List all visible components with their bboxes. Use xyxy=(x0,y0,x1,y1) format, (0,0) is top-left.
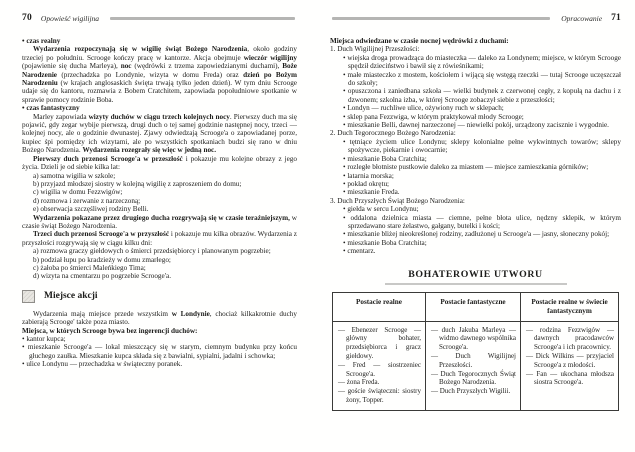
paragraph xyxy=(22,45,297,104)
bullet-list-item xyxy=(330,54,621,71)
bullet-list-item xyxy=(330,180,621,188)
alpha-list-item xyxy=(22,197,297,205)
text-segment: Wydarzenia pokazane przez drugiego ducha rozgrywają się w czasie teraźniejszym, xyxy=(33,213,290,222)
bullet-list-item xyxy=(330,230,621,238)
bullet-list-item xyxy=(22,335,297,343)
text-segment: • mieszkanie Scrooge'a — lokal mieszczący się w starym, ciemnym budynku przy końcu głuchego zaułka. Mieszkanie kupca składa się z bawialni, sypialni, jadalni i schowka; xyxy=(22,343,297,360)
numbered-line xyxy=(330,197,621,205)
text-segment: • Londyn — ruchliwe ulice, ożywiony ruch w sklepach; xyxy=(343,104,504,113)
left-page-number: 70 xyxy=(22,13,32,23)
alpha-list-item xyxy=(22,172,297,180)
text-segment: • czas realny xyxy=(22,37,61,45)
alpha-list-item xyxy=(22,256,297,264)
text-segment: Miejsca odwiedzane w czasie nocnej wędrówki z duchami: xyxy=(330,37,509,45)
paragraph xyxy=(22,310,297,327)
text-segment: • mieszkanie Boba Cratchita; xyxy=(343,238,427,247)
left-running-title: Opowieść wigilijna xyxy=(40,13,100,23)
text-segment: a) samotna wigilia w szkole; xyxy=(33,171,116,180)
bullet-list-item xyxy=(22,360,297,368)
text-segment: Wydarzenia mają miejsce przede wszystkim xyxy=(33,309,172,318)
bullet-list-item xyxy=(330,163,621,171)
characters-table-cell xyxy=(521,321,619,410)
text-segment: c) wigilia w domu Fezzwigów; xyxy=(33,188,123,197)
character-entry: — goście świąteczni: siostry żony, Topper. xyxy=(338,387,421,404)
right-page-body xyxy=(330,37,621,256)
text-segment: noc xyxy=(120,62,132,71)
bullet-list-item xyxy=(330,205,621,213)
character-entry: — Duch Wigilijnej Przeszłości. xyxy=(431,351,516,369)
text-segment: (wędrówki z trzema zapowiedzianymi duchami), xyxy=(131,62,283,71)
bullet-list-item xyxy=(330,71,621,88)
text-segment: (przechadzka po Londynie, wizyta w domu Freda) oraz xyxy=(57,70,244,79)
text-segment: • tętniące życiem ulice Londynu; sklepy kolonialne pełne wykwintnych towarów; sklepy spożywcze, piekarnie i owocarnie; xyxy=(343,137,621,155)
text-segment: • opuszczona i zaniedbana szkoła — wielki budynek z czerwonej cegły, z kopułą na dachu i z dzwonem; szkolna izba, w której Scrooge zobaczył siebie z przeszłości; xyxy=(343,87,621,104)
character-entry: — żona Freda. xyxy=(338,378,380,387)
numbered-line xyxy=(330,129,621,137)
text-segment: d) rozmowa i zerwanie z narzeczoną; xyxy=(33,196,141,205)
header-rule xyxy=(110,17,295,20)
column-header-postacie-realne-w-swiecie: Postacie realne w świecie fantastycznym xyxy=(521,292,619,321)
text-segment: • mieszkanie Boba Cratchita; xyxy=(343,154,427,163)
character-entry: — Dick Wilkins — przyjaciel Scrooge'a z młodości. xyxy=(526,351,614,369)
paragraph xyxy=(22,230,297,247)
text-segment: • mieszkanie bliżej nieokreślonej rodziny, zadłużonej u Scrooge'a — jasny, słoneczny pokój; xyxy=(343,230,610,239)
character-entry: — Fan — ukochana młodsza siostra Scrooge'a. xyxy=(526,369,614,387)
section-marker-icon xyxy=(22,290,35,303)
text-segment: • oddalona dzielnica miasta — ciemne, pełne błota ulice, nędzny sklepik, w którym sprzedawano stare żelastwo, gałgany, butelki i kości; xyxy=(343,213,621,230)
text-segment: • wiejska droga prowadząca do miasteczka — daleko za Londynem; miejsce, w którym Scrooge spędził dzieciństwo i bawił się z rówieśnikami; xyxy=(343,53,621,71)
text-segment: 2. Duch Tegorocznego Bożego Narodzenia: xyxy=(330,129,456,138)
text-segment: w czasie świąt Bożego Narodzenia. xyxy=(22,213,297,230)
character-entry: — Duch Przyszłych Wigilii. xyxy=(431,387,511,396)
character-entry: — rodzina Fezzwigów — dawnych pracodawców Scrooge'a i ich pracownicy. xyxy=(526,325,614,352)
text-segment: dzień po Bożym Narodzeniu xyxy=(22,70,298,88)
paragraph xyxy=(22,155,297,172)
character-entry: — Ebenezer Scrooge — główny bohater, przedsiębiorca i gracz giełdowy. xyxy=(338,325,421,360)
bullet-list-item xyxy=(330,247,621,255)
text-segment: • sklep pana Fezzwiga, w którym praktykował młody Scrooge; xyxy=(343,112,524,121)
text-segment: • mieszkanie Freda. xyxy=(343,188,400,197)
text-segment: Wydarzenia rozegrały się więc w jedną noc. xyxy=(82,146,217,155)
text-segment: • cmentarz. xyxy=(343,247,376,256)
characters-table-cell xyxy=(333,321,426,410)
text-segment: d) wizyta na cmentarzu po pogrzebie Scrooge'a. xyxy=(33,272,171,281)
text-segment: Wydarzenia rozpoczynają się w wigilię świąt Bożego Narodzenia xyxy=(33,45,248,54)
right-running-header xyxy=(330,13,621,23)
text-segment: , około godziny trzeciej po południu. Scrooge kończy pracę w kantorze. Akcja obejmuje xyxy=(22,45,297,62)
text-segment: Marley zapowiada xyxy=(33,112,89,121)
bullet-list-item xyxy=(330,113,621,121)
numbered-line xyxy=(330,45,621,53)
text-segment: • czas fantastyczny xyxy=(22,104,80,113)
text-segment: (w krajach anglosaskich święta trwają tylko jeden dzień). W tym dniu Scrooge udaje się do kantoru, rozmawia z Bobem Cratchitem, zapowiada popołudniowe spotkanie w sprawie pomocy rodzinie Boba. xyxy=(22,79,297,104)
alpha-list-item xyxy=(22,272,297,280)
right-running-title: Opracowanie xyxy=(561,13,603,23)
characters-table xyxy=(332,292,619,411)
bullet-list-item xyxy=(330,104,621,112)
bullet-list-item xyxy=(330,155,621,163)
text-segment: b) podział łupu po kradzieży w domu zmarłego; xyxy=(33,255,171,264)
text-segment: w Londynie xyxy=(171,309,210,318)
text-segment: • ulice Londynu — przechadzka w świąteczny poranek. xyxy=(22,360,183,369)
bullet-list-item xyxy=(22,343,297,360)
right-page-number: 71 xyxy=(611,13,621,23)
title-underline-rule xyxy=(385,283,567,285)
bullet-list-item xyxy=(330,214,621,231)
text-segment: • mieszkanie Belli, dawnej narzeczonej — niewielki pokój, urządzony zacisznie i wygodnie. xyxy=(343,121,609,130)
alpha-list-item xyxy=(22,264,297,272)
characters-table-cell xyxy=(426,321,521,410)
text-segment: e) obserwacja szczęśliwej rodziny Belli. xyxy=(33,205,149,214)
alpha-list-item xyxy=(22,205,297,213)
bullet-list-item xyxy=(330,138,621,155)
bullet-list-item xyxy=(330,188,621,196)
text-segment: • giełda w sercu Londynu; xyxy=(343,205,419,214)
characters-table-body-row xyxy=(333,321,619,410)
text-segment: 3. Duch Przyszłych Świąt Bożego Narodzenia: xyxy=(330,196,465,205)
text-segment: i pokazuje mu kolejne obrazy z jego życia. Dzieli je od siebie kilka lat: xyxy=(22,154,297,172)
bullet-list-item xyxy=(330,121,621,129)
page-right xyxy=(318,0,635,452)
bullet-list-item xyxy=(330,239,621,247)
text-segment: Trzeci duch przenosi Scrooge'a w przyszłość xyxy=(33,230,170,239)
text-segment: Pierwszy duch przenosi Scrooge'a w przeszłość xyxy=(33,154,183,163)
text-segment: • kantor kupca; xyxy=(22,335,66,343)
text-segment: wieczór wigilijny xyxy=(243,53,297,62)
text-segment: • rozległe błotniste pustkowie daleko za miastem — miejsce zamieszkania górników; xyxy=(343,163,589,172)
character-entry: — duch Jakuba Marleya — widmo dawnego wspólnika Scrooge'a. xyxy=(431,325,516,352)
column-header-postacie-realne: Postacie realne xyxy=(333,292,426,321)
character-entry: — Duch Tegorocznych Świąt Bożego Narodzenia. xyxy=(431,369,516,387)
bullet-list-item xyxy=(330,87,621,104)
bullet-label xyxy=(22,104,297,112)
text-segment: 1. Duch Wigilijnej Przeszłości: xyxy=(330,45,420,54)
text-segment: Miejsca, w których Scrooge bywa bez ingerencji duchów: xyxy=(22,326,198,335)
paragraph xyxy=(22,113,297,155)
paragraph xyxy=(22,214,297,231)
column-header-postacie-fantastyczne: Postacie fantastyczne xyxy=(426,292,521,321)
text-segment: Miejsce akcji xyxy=(44,291,98,302)
bullet-list-item xyxy=(330,172,621,180)
characters-table-header-row xyxy=(333,292,619,321)
bold-lead-line xyxy=(22,327,297,335)
section-heading xyxy=(22,290,297,303)
text-segment: , chociaż kilkakrotnie duchy zabierają Scrooge' także poza miasto. xyxy=(22,309,297,327)
header-rule xyxy=(332,17,550,20)
text-segment: • latarnia morska; xyxy=(343,171,394,180)
bullet-label xyxy=(22,37,297,45)
text-segment: c) żałoba po śmierci Maleńkiego Tima; xyxy=(33,263,146,272)
text-segment: Boże Narodzenie xyxy=(22,62,297,79)
alpha-list-item xyxy=(22,180,297,188)
text-segment: (pojawienie się ducha Marleya), xyxy=(22,62,121,71)
text-segment: wizyty duchów w ciągu trzech kolejnych nocy xyxy=(88,112,230,121)
text-segment: • pokład okrętu; xyxy=(343,179,390,188)
text-segment: i pokazuje mu kilka obrazów. Wydarzenia z przyszłości rozgrywają się w ciągu kilku dni: xyxy=(22,230,297,247)
section-heading-label xyxy=(44,292,98,300)
text-segment: a) rozmowa graczy giełdowych o śmierci przedsiębiorcy i planowanym pogrzebie; xyxy=(33,247,271,256)
alpha-list-item xyxy=(22,188,297,196)
left-running-header xyxy=(22,13,297,23)
bold-lead-line xyxy=(330,37,621,45)
text-segment: • małe miasteczko z mostem, kościołem i wijącą się wstęgą rzeczki — tutaj Scrooge uczęszczał do szkoły; xyxy=(343,70,621,88)
text-segment: b) przyjazd młodszej siostry w kolejną wigilię z zaproszeniem do domu; xyxy=(33,179,242,188)
character-entry: — Fred — siostrzeniec Scrooge'a. xyxy=(338,360,421,378)
characters-table-title: BOHATEROWIE UTWORU xyxy=(408,268,543,280)
alpha-list-item xyxy=(22,247,297,255)
left-page-body xyxy=(22,37,297,369)
text-segment: . Pierwszy duch ma się pojawić, gdy zegar wybije pierwszą, drugi duch o tej samej godzinie następnej nocy, trzeci — kolejnej nocy, ale o godzinie dwunastej. Zjawy odwiedzają Scrooge'a o zapowiadanej porze, kupiec śpi pomiędzy ich wizytami, ale po wszystkich spotkaniach budzi się rano w dniu Bożego Narodzenia. xyxy=(22,112,297,155)
